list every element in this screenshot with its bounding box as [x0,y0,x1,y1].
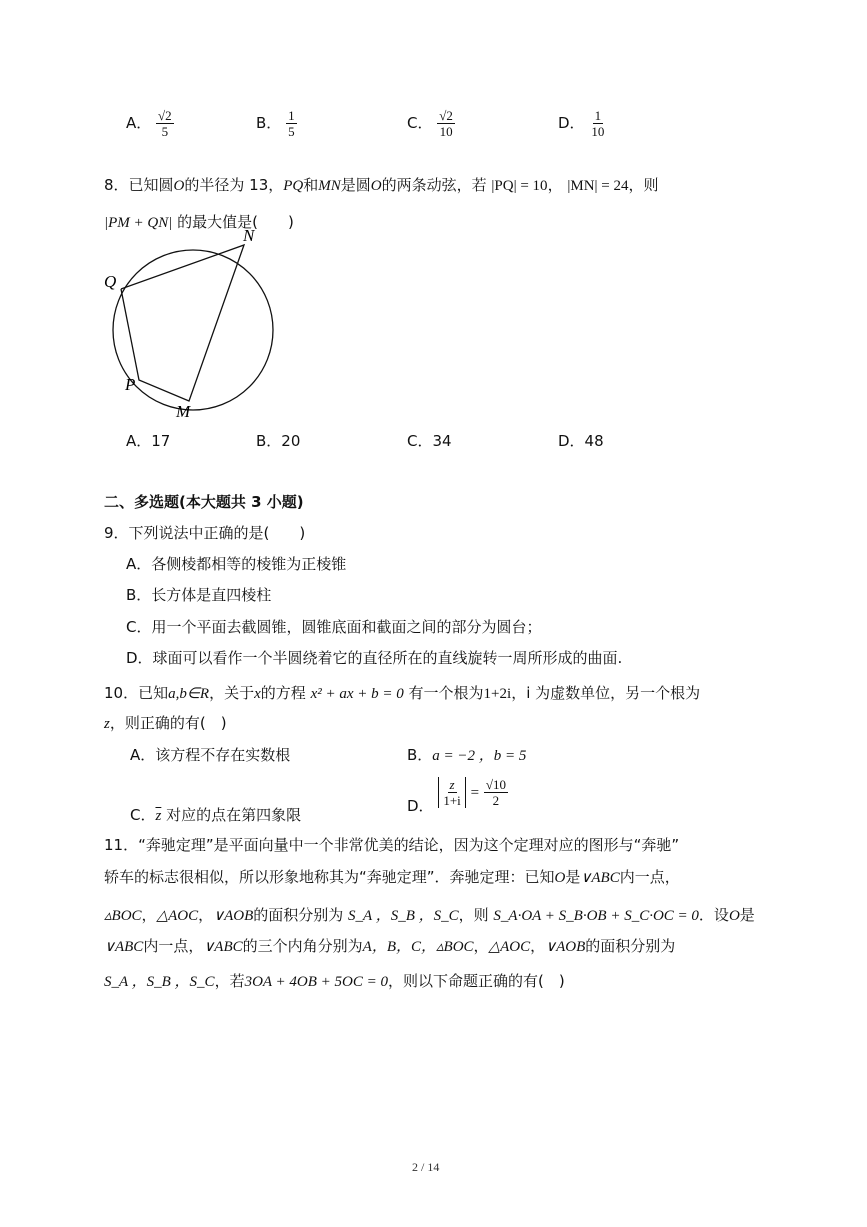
text: 8．已知圆 [104,176,174,194]
math-mn: MN [318,178,341,194]
math-o: O [370,178,382,194]
text: 有一个根为 [408,684,484,702]
q11-line5 [104,970,565,991]
q7-option-d[interactable] [558,108,606,139]
math-triangle: ▵BOC [104,908,142,924]
q11-line3 [104,904,755,925]
math-vector-equation: S_A·OA + S_B·OB + S_C·OC = 0 [493,908,699,924]
text: 对应的点在第四象限 [166,806,302,824]
text: ， [198,906,214,924]
q8-option-a[interactable]: A．17 [126,432,171,450]
q10-option-a[interactable]: A．该方程不存在实数根 [130,746,291,764]
label-n: N [243,226,255,245]
math-o: O [728,908,740,924]
math-set: a,b∈R [168,686,210,702]
denominator: 10 [591,124,605,139]
math-triangle: △AOC [156,908,199,924]
q9-option-a[interactable]: A．各侧棱都相等的棱锥为正棱锥 [126,555,347,573]
text: ，i 为虚数单位，另一个根为 [511,684,701,702]
q7-option-c[interactable] [407,108,455,139]
q9-option-c[interactable]: C．用一个平面去截圆锥，圆锥底面和截面之间的部分为圆台； [126,618,542,636]
label-q: Q [104,272,117,291]
q7-option-a[interactable] [126,108,174,139]
q8-stem-line1 [104,174,659,195]
math-mn-length: |MN| = 24 [567,178,629,194]
math-triangle: ∨ABC [580,870,620,886]
text: ，则正确的有( ) [109,714,227,732]
q10-stem-line1 [104,682,700,703]
option-letter: C． [130,806,156,824]
math-areas: S_A ，S_B ，S_C [348,908,459,924]
text: 内一点， [619,868,680,886]
fraction [156,108,174,139]
math-triangle: △AOC [488,939,531,955]
math-o: O [554,870,566,886]
text: 的面积分别为 [253,906,344,924]
math-triangle: ∨AOB [545,939,586,955]
text: 轿车的标志很相似，所以形象地称其为“奔驰定理”．奔驰定理：已知 [104,868,555,886]
math-triangle: ∨ABC [203,939,243,955]
text: 内一点， [143,937,204,955]
q8-option-d[interactable]: D．48 [558,432,604,450]
q9-option-d[interactable]: D．球面可以看作一个半圆绕着它的直径所在的直线旋转一周所形成的曲面. [126,649,623,667]
math-vector-equation: 3OA + 4OB + 5OC = 0 [244,974,389,990]
denominator: 10 [439,124,453,139]
q8-option-b[interactable]: B．20 [256,432,301,450]
numerator: 1 [288,108,295,123]
text: ，则 [458,906,489,924]
circle [113,250,273,410]
q8-option-c[interactable]: C．34 [407,432,452,450]
option-letter: B． [407,746,433,764]
option-letter: D． [407,797,434,815]
math-equation: x² + ax + b = 0 [310,686,404,702]
math-vector-sum: |PM + QN| [104,215,173,231]
math: a = −2 ，b = 5 [432,748,527,764]
text: 的三个内角分别为 [242,937,363,955]
absolute-value [438,777,465,808]
fraction [484,777,508,808]
text: ， [141,906,157,924]
fraction [286,108,297,139]
text: ，若 [214,972,245,990]
math-triangle: ∨ABC [104,939,144,955]
text: ．设 [698,906,729,924]
math-z-conjugate: $\overline{z}$ [155,808,162,824]
text: 的两条动弦，若 [381,176,487,194]
quadrilateral [121,245,244,401]
text: ， [530,937,546,955]
equals: = [470,785,480,801]
math-pq-length: |PQ| = 10 [491,178,548,194]
math-triangle: ▵BOC [436,939,474,955]
q11-line4 [104,935,675,956]
text: 是 [565,868,581,886]
math-angles: A，B，C， [362,939,436,955]
text: 是 [739,906,755,924]
q10-stem-line2 [104,712,227,733]
text: ， [473,937,489,955]
option-letter: B． [256,114,282,132]
label-m: M [176,402,191,420]
q9-stem: 9．下列说法中正确的是( ) [104,524,306,542]
text: ， [547,176,563,194]
math-z: z [104,716,110,732]
text: ，则以下命题正确的有( ) [388,972,565,990]
page-number: 2 / 14 [412,1160,440,1174]
text: 的半径为 13， [184,176,284,194]
numerator: √2 [158,108,172,123]
option-letter: A． [126,114,152,132]
q11-line2 [104,866,680,887]
denominator: 5 [288,124,295,139]
text: ，关于 [209,684,255,702]
q10-option-c[interactable] [130,804,301,825]
numerator: z [449,777,455,792]
numerator: √2 [439,108,453,123]
label-p: P [125,375,136,394]
q9-option-b[interactable]: B．长方体是直四棱柱 [126,586,272,604]
text: 是圆 [340,176,371,194]
math-x: x [254,686,261,702]
text: 10．已知 [104,684,169,702]
q10-option-b[interactable] [407,744,526,765]
math-pq: PQ [283,178,304,194]
math-areas: S_A ，S_B ，S_C [104,974,215,990]
q10-option-d[interactable] [407,777,508,815]
option-letter: C． [407,114,433,132]
math-triangle: ∨AOB [213,908,254,924]
text: 的方程 [260,684,306,702]
numerator: √10 [485,777,506,792]
denominator: 5 [161,124,169,139]
q7-option-b[interactable] [256,108,297,139]
text: 的最大值是( ) [177,213,294,231]
math-root: 1+2i [483,686,512,702]
fraction [589,108,606,139]
denominator: 2 [492,793,500,808]
option-letter: D． [558,114,585,132]
text: 和 [303,176,319,194]
text: 的面积分别为 [585,937,676,955]
fraction [437,108,455,139]
denominator: 1+i [443,793,461,808]
math-o: O [173,178,185,194]
q8-circle-diagram [100,225,290,420]
q11-line1: 11．“奔驰定理”是平面向量中一个非常优美的结论，因为这个定理对应的图形与“奔驰” [104,836,680,854]
fraction [441,777,462,808]
section-heading: 二、多选题(本大题共 3 小题) [104,493,304,511]
numerator: 1 [594,108,602,123]
text: ，则 [628,176,659,194]
